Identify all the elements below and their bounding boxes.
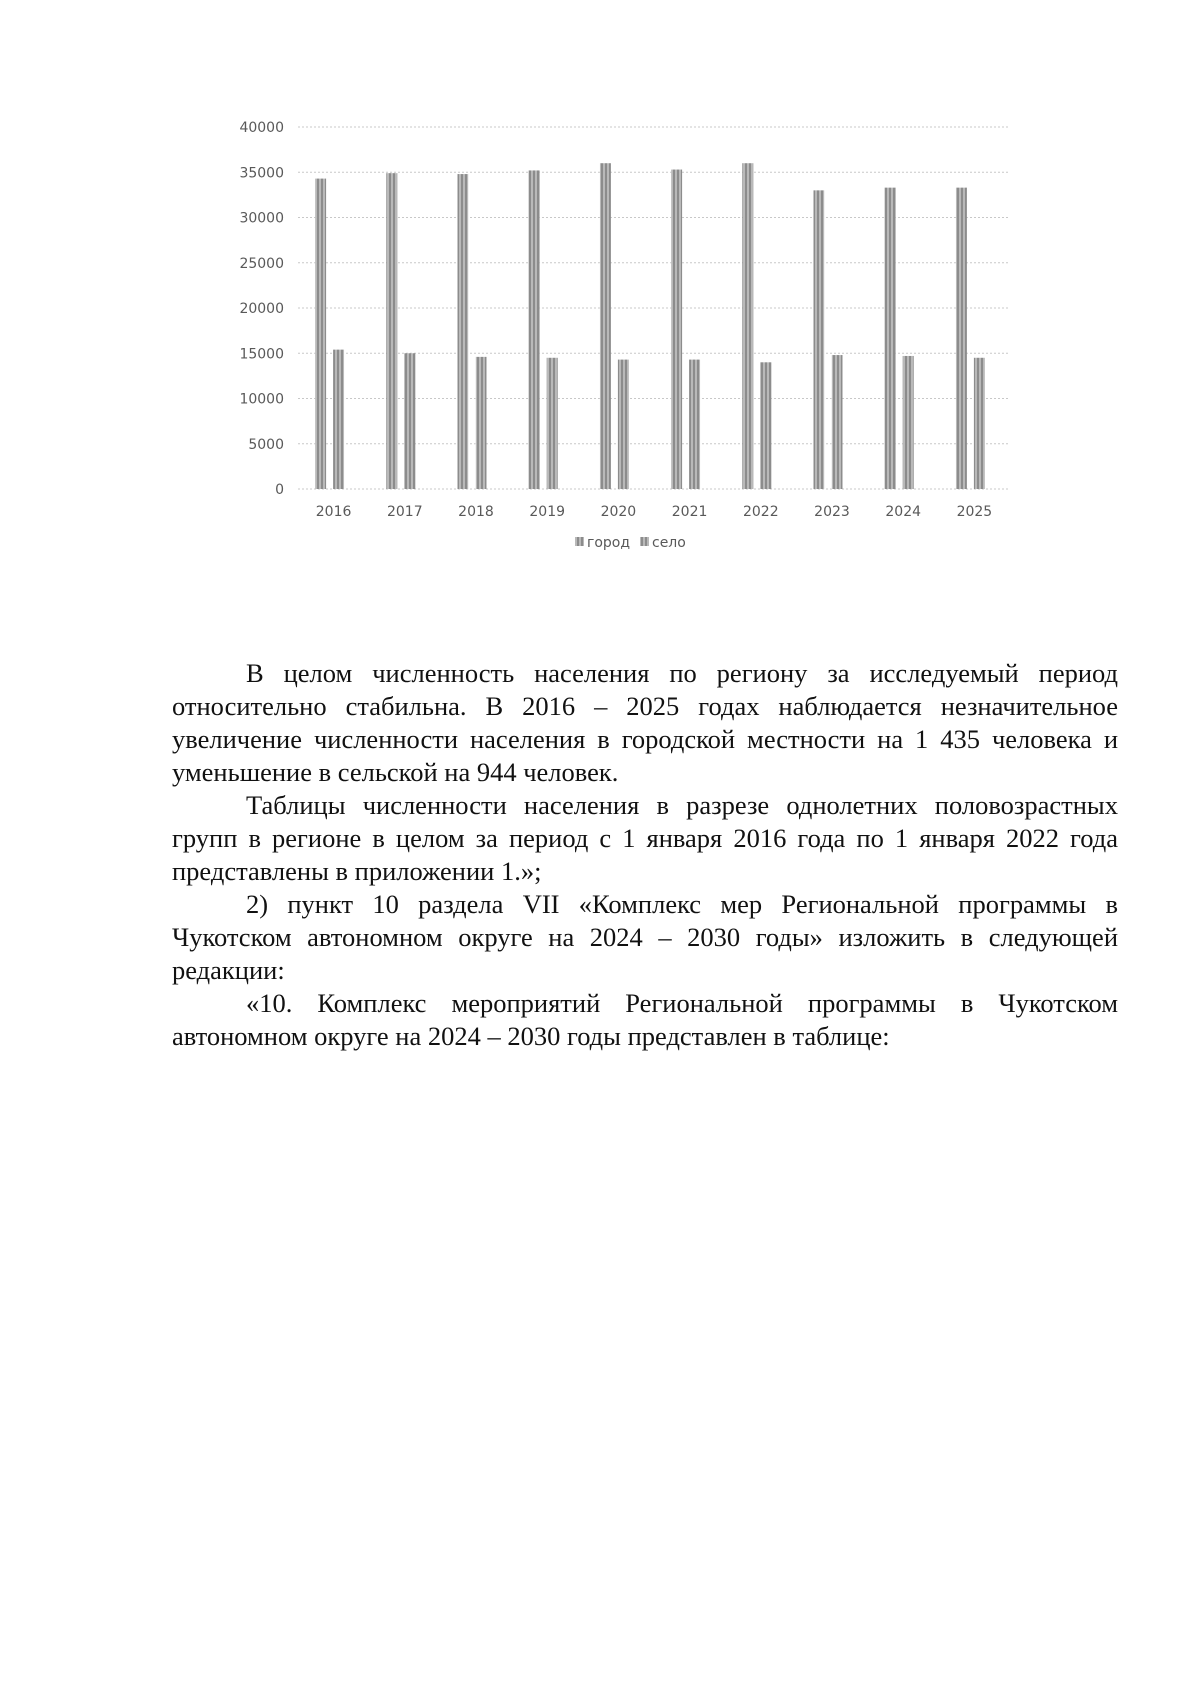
y-tick-label: 35000: [239, 165, 284, 182]
legend-label: село: [652, 535, 686, 551]
x-tick-label: 2024: [885, 504, 922, 520]
bar-gorod-2024: [885, 188, 896, 489]
y-tick-label: 20000: [239, 301, 284, 317]
legend-swatch: [640, 537, 649, 546]
population-chart: [230, 115, 1110, 615]
paragraph-measures-intro: «10. Комплекс мероприятий Региональной программы в Чукотском автономном округе на 2024 – 2030 годы представлен в таблице:: [172, 988, 1118, 1051]
x-axis-ticks: [316, 504, 992, 520]
y-tick-label: 15000: [239, 346, 284, 363]
x-tick-label: 2025: [956, 504, 993, 520]
x-tick-label: 2018: [458, 504, 494, 520]
paragraph-population-summary: В целом численность населения по региону за исследуемый период относительно стабильна. В 2016 – 2025 годах наблюдается незначительное увеличение численности населения в городской местности на 1 435 человека и уменьшение в сельской на 944 человек.: [172, 658, 1118, 787]
bars: [315, 163, 985, 489]
body-text: [172, 657, 1118, 1053]
bar-selo-2022: [760, 362, 771, 489]
bar-selo-2019: [547, 358, 558, 489]
bar-gorod-2022: [742, 163, 753, 489]
bar-selo-2024: [903, 356, 914, 489]
bar-gorod-2018: [458, 174, 469, 489]
y-tick-label: 0: [275, 482, 284, 498]
y-tick-label: 25000: [239, 255, 284, 272]
x-tick-label: 2019: [529, 504, 566, 520]
x-tick-label: 2016: [315, 504, 352, 520]
bar-selo-2016: [333, 350, 344, 489]
bar-selo-2023: [832, 355, 843, 489]
bar-gorod-2021: [671, 170, 682, 489]
x-tick-label: 2022: [742, 504, 779, 520]
y-tick-label: 30000: [239, 210, 284, 227]
bar-gorod-2020: [600, 163, 611, 489]
bar-selo-2025: [974, 358, 985, 489]
bar-gorod-2025: [956, 188, 967, 489]
bar-gorod-2016: [315, 179, 326, 489]
y-axis-ticks: [239, 120, 284, 498]
x-tick-label: 2017: [386, 504, 423, 520]
paragraph-tables-reference: Таблицы численности населения в разрезе однолетних половозрастных групп в регионе в целом за период с 1 января 2016 года по 1 января 2022 года представлены в приложении 1.»;: [172, 790, 1118, 886]
legend-label: город: [587, 535, 631, 551]
x-tick-label: 2023: [814, 504, 850, 520]
bar-selo-2020: [618, 360, 629, 489]
paragraph-amendment-item: 2) пункт 10 раздела VII «Комплекс мер Региональной программы в Чукотском автономном округе на 2024 – 2030 годы» изложить в следующей редакции:: [172, 889, 1118, 985]
bar-selo-2018: [476, 357, 487, 489]
x-tick-label: 2021: [671, 504, 708, 520]
bar-selo-2017: [404, 353, 415, 489]
y-tick-label: 5000: [248, 436, 284, 453]
bar-gorod-2023: [814, 190, 825, 489]
bar-selo-2021: [689, 360, 700, 489]
bar-gorod-2017: [386, 173, 397, 489]
legend-swatch: [575, 537, 584, 546]
legend: [575, 535, 686, 551]
x-tick-label: 2020: [600, 504, 637, 520]
bar-gorod-2019: [529, 170, 540, 489]
y-tick-label: 10000: [239, 391, 284, 408]
y-tick-label: 40000: [239, 120, 284, 136]
